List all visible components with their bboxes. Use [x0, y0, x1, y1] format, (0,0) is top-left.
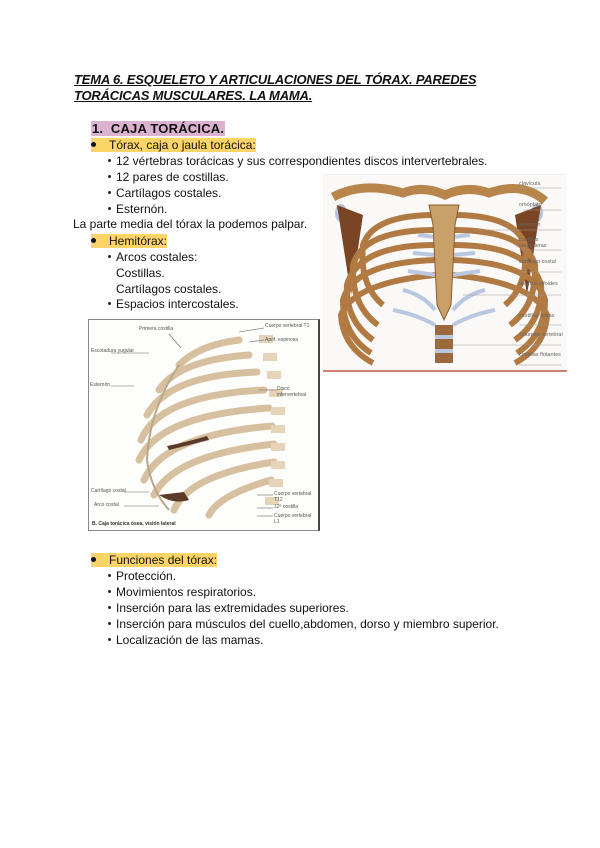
- list-item: [108, 185, 221, 201]
- label-costillas-falsas: costillas falsas: [519, 313, 555, 319]
- sub-bullet-icon: [108, 574, 111, 577]
- label-primera-costilla: Primera costilla: [139, 326, 174, 332]
- list-item-text: 12 vértebras torácicas y sus correspondientes discos intervertebrales.: [116, 154, 488, 168]
- label-12-costilla: 12ª costilla: [274, 504, 299, 510]
- bullet-highlight: [91, 553, 217, 567]
- bullet-highlight: [91, 138, 256, 152]
- bullet-hemitorax: [91, 233, 167, 249]
- bullet-label: Tórax, caja o jaula torácica:: [109, 138, 256, 152]
- figure-ribcage-front: [323, 174, 567, 372]
- list-item: [108, 600, 349, 616]
- list-item-text: Espacios intercostales.: [116, 297, 239, 311]
- sub-bullet-icon: [108, 590, 111, 593]
- list-item: [108, 632, 263, 648]
- list-item-text: Esternón.: [116, 202, 168, 216]
- label-clavicula: clavícula: [519, 181, 541, 187]
- list-item-text: Localización de las mamas.: [116, 633, 264, 647]
- label-esternon: esternón: [519, 222, 541, 228]
- label-apofisis-xifoides: apófisis xifoides: [519, 281, 558, 287]
- list-item: [108, 296, 239, 312]
- sub-bullet-icon: [108, 207, 111, 210]
- figure-ribcage-lateral: [88, 319, 320, 531]
- label-cuerpo-vertebral-t12: Cuerpo vertebral T12: [274, 491, 312, 503]
- list-item: Costillas.: [116, 266, 165, 280]
- bullet-label: Hemitórax:: [109, 234, 168, 248]
- bullet-dot-icon: [91, 142, 96, 147]
- sub-bullet-icon: [108, 302, 111, 305]
- list-item-text: Cartílagos costales.: [116, 186, 222, 200]
- list-item-text: 12 pares de costillas.: [116, 170, 229, 184]
- bullet-label: Funciones del tórax:: [109, 553, 218, 567]
- label-columna-vertebral: columna vertebral: [519, 332, 563, 338]
- list-item-text: Arcos costales:: [116, 250, 198, 264]
- bullet-dot-icon: [91, 238, 96, 243]
- title-line-1: TEMA 6. ESQUELETO Y ARTICULACIONES DEL TÓRAX. PAREDES: [74, 72, 477, 87]
- note-text: La parte media del tórax la podemos palpar.: [73, 217, 308, 231]
- list-item: [108, 201, 167, 217]
- bullet-highlight: [91, 234, 167, 248]
- sub-bullet-icon: [108, 622, 111, 625]
- sub-bullet-icon: [108, 638, 111, 641]
- title-line-2: TORÁCICAS MUSCULARES. LA MAMA.: [74, 88, 313, 103]
- label-esternon-lateral: Esternón: [90, 382, 111, 388]
- list-item: [108, 616, 499, 632]
- label-costillas-verdaderas: costillas verdaderas: [519, 237, 547, 249]
- section-heading: [91, 121, 225, 136]
- list-item: [108, 153, 488, 169]
- list-item-text: Movimientos respiratorios.: [116, 585, 257, 599]
- page-title: [74, 72, 494, 104]
- label-escotadura-yugular: Escotadura yugular: [91, 348, 135, 354]
- list-item-text: Inserción para las extremidades superiores.: [116, 601, 349, 615]
- sub-bullet-icon: [108, 255, 111, 258]
- list-item: [108, 568, 176, 584]
- section-number: 1.: [92, 121, 104, 136]
- label-costillas-flotantes: costillas flotantes: [519, 352, 561, 358]
- sub-bullet-icon: [108, 191, 111, 194]
- sub-bullet-icon: [108, 606, 111, 609]
- sub-bullet-icon: [108, 159, 111, 162]
- list-item: Cartílagos costales.: [116, 282, 222, 296]
- label-disco-intervertebral: Disco intervertebral: [277, 386, 307, 398]
- list-item: [108, 584, 256, 600]
- list-item: [108, 169, 229, 185]
- bullet-dot-icon: [91, 557, 96, 562]
- label-cuerpo-vertebral-t1: Cuerpo vertebral T1: [265, 323, 310, 329]
- label-cuerpo-vertebral-l1: Cuerpo vertebral L1: [274, 513, 312, 525]
- bullet-torax: [91, 137, 256, 153]
- label-omoplato: omóplato: [519, 202, 542, 208]
- section-label: CAJA TORÁCICA.: [110, 121, 225, 136]
- list-item-text: Protección.: [116, 569, 177, 583]
- list-item-text: Inserción para músculos del cuello,abdomen, dorso y miembro superior.: [116, 617, 499, 631]
- label-arco-costal: Arco costal: [94, 502, 119, 508]
- sub-bullet-icon: [108, 175, 111, 178]
- figure-caption: B. Caja torácica ósea, visión lateral: [92, 521, 176, 527]
- list-item: [108, 249, 197, 265]
- label-cartilago-costal: cartílago costal: [519, 259, 556, 265]
- bullet-funciones: [91, 552, 217, 568]
- label-cartilago-costal-lateral: Cartílago costal: [91, 488, 126, 494]
- label-apofisis-espinosa: Apóf. espinosa: [265, 337, 299, 343]
